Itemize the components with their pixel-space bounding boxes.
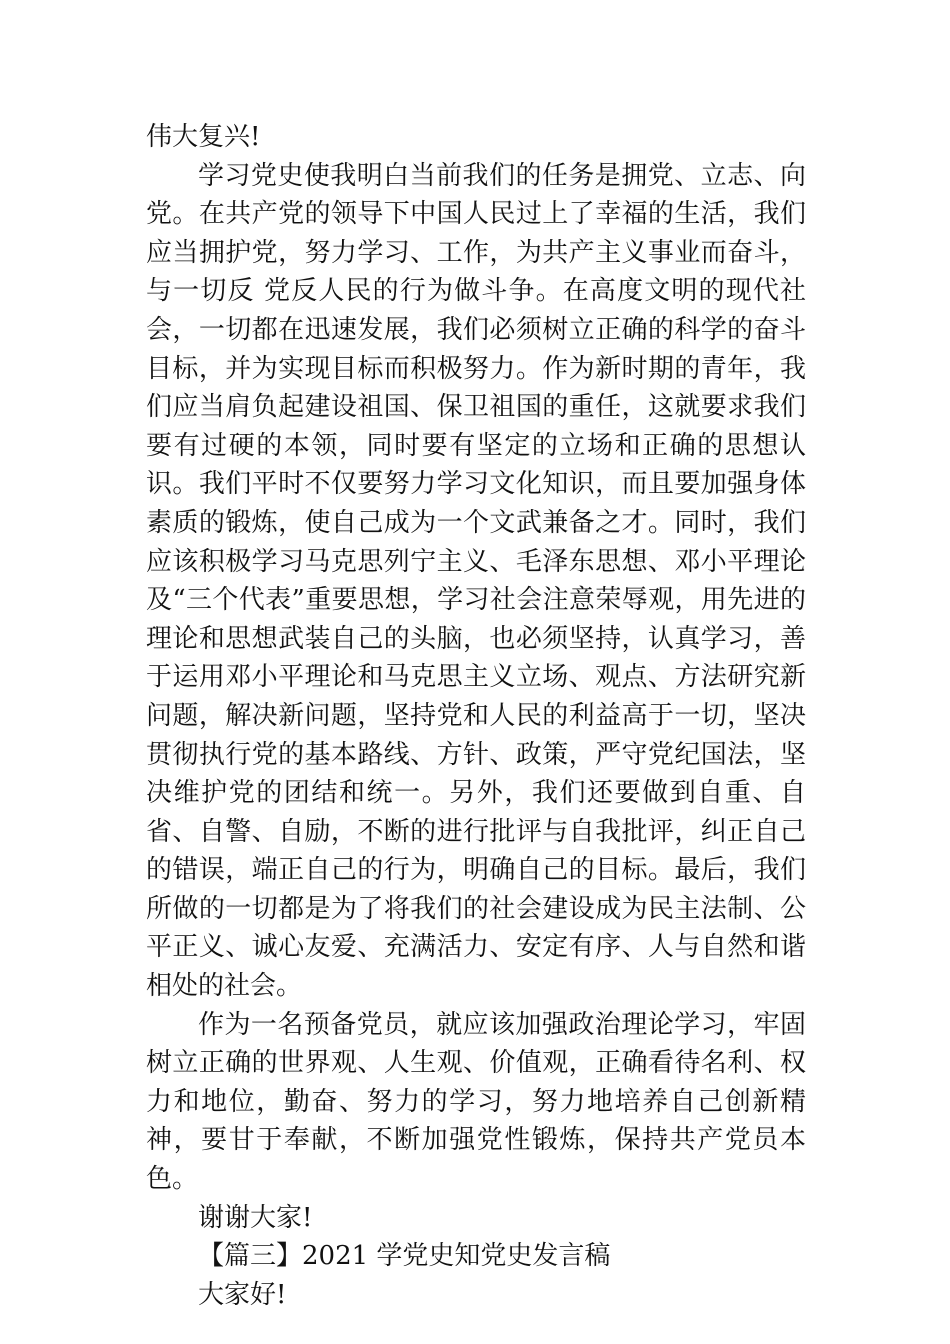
section-heading: 【篇三】2021 学党史知党史发言稿: [198, 1241, 611, 1272]
paragraph-2: 学习党史使我明白当前我们的任务是拥党、立志、向党。在共产党的领导下中国人民过上了幸福的生活，我们应当拥护党，努力学习、工作，为共产主义事业而奋斗，与一切反 党反人民的行为做斗争。在高度文明的现代社会，一切都在迅速发展，我们必须树立正确的科学的奋斗目标，并为实现目标而积极努力。作为新时期的青年，我们应当肩负起建设祖国、保卫祖国的重任，这就要求我们要有过硬的本领，同时要有坚定的立场和正确的思想认识。我们平时不仅要努力学习文化知识，而且要加强身体素质的锻炼，使自己成为一个文武兼备之才。同时，我们应该积极学习马克思列宁主义、毛泽东思想、邓小平理论及“三个代表”重要思想，学习社会注意荣辱观，用先进的理论和思想武装自己的头脑，也必须坚持，认真学习，善于运用邓小平理论和马克思主义立场、观点、方法研究新问题，解决新问题，坚持党和人民的利益高于一切，坚决贯彻执行党的基本路线、方针、政策，严守党纪国法，坚决维护党的团结和统一。另外，我们还要做到自重、自省、自警、自励，不断的进行批评与自我批评，纠正自己的错误，端正自己的行为，明确自己的目标。最后，我们所做的一切都是为了将我们的社会建设成为民主法制、公平正义、诚心友爱、充满活力、安定有序、人与自然和谐相处的社会。: [146, 160, 806, 1002]
paragraph-3: 作为一名预备党员，就应该加强政治理论学习，牢固树立正确的世界观、人生观、价值观，正确看待名利、权力和地位，勤奋、努力的学习，努力地培养自己创新精神，要甘于奉献，不断加强党性锻炼，保持共产党员本色。: [146, 1009, 806, 1195]
paragraph-1: 伟大复兴!: [146, 122, 261, 152]
document-page: [146, 118, 806, 1314]
closing-thanks: 谢谢大家!: [198, 1202, 313, 1233]
greeting: 大家好!: [198, 1279, 287, 1310]
